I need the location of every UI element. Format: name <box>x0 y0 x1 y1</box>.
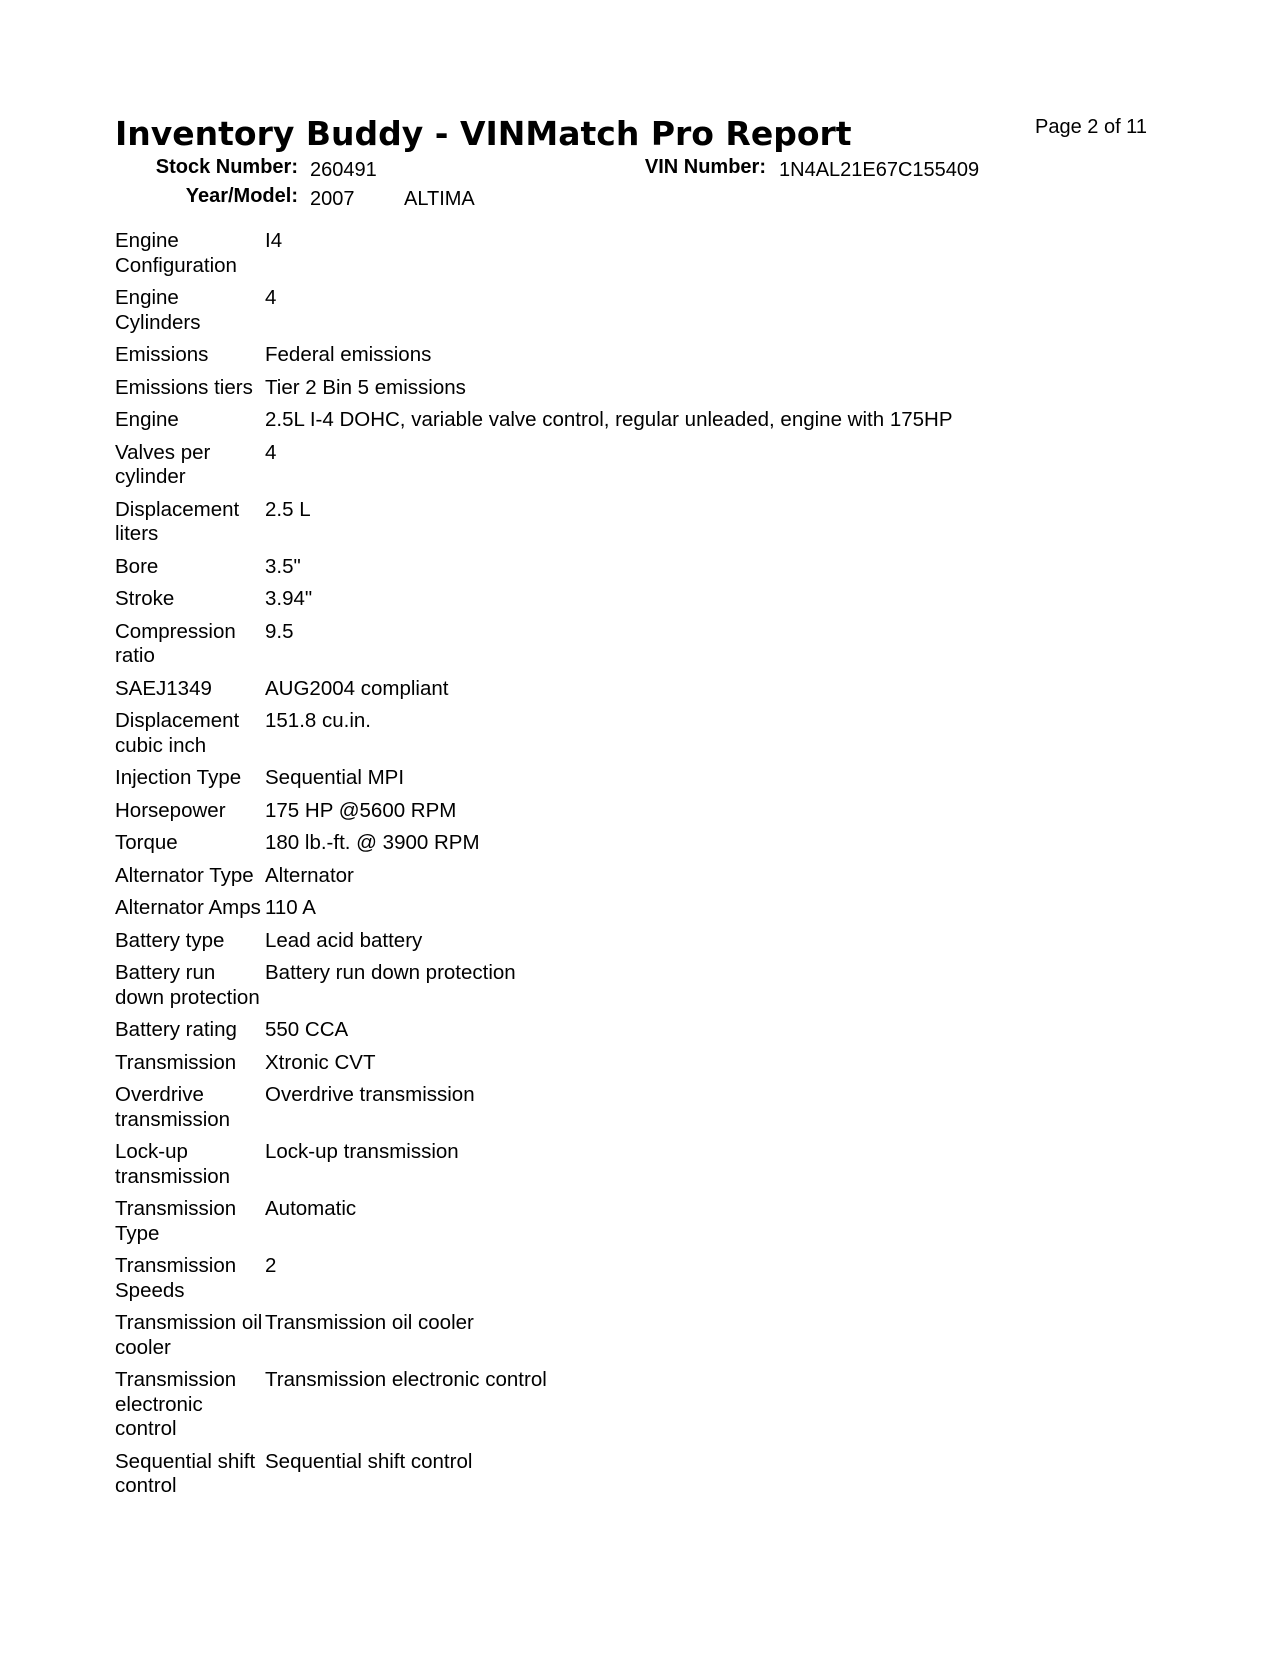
spec-label: Transmission <box>115 1050 237 1074</box>
model-value: ALTIMA <box>404 188 475 210</box>
vin-number-label: VIN Number: <box>644 156 766 178</box>
spec-row <box>115 766 1175 791</box>
spec-value: 110 A <box>265 896 316 919</box>
spec-label: Transmission Speeds <box>115 1254 237 1302</box>
spec-label: Transmission oil cooler <box>115 1311 263 1359</box>
spec-row <box>115 620 1175 669</box>
spec-value: I4 <box>265 229 283 252</box>
spec-value: 2.5 L <box>265 497 311 521</box>
spec-value: 180 lb.-ft. @ 3900 RPM <box>265 831 480 854</box>
spec-label: Battery rating <box>115 1018 237 1041</box>
year-model-label: Year/Model: <box>185 185 298 207</box>
stock-number-value: 260491 <box>310 159 377 181</box>
spec-value: Lead acid battery <box>265 928 423 952</box>
spec-row <box>115 1254 1175 1303</box>
spec-label: Emissions tiers <box>115 375 253 399</box>
spec-label: Sequential shift control <box>115 1449 256 1497</box>
spec-label: Engine Cylinders <box>115 286 201 334</box>
spec-value: Sequential MPI <box>265 766 405 789</box>
spec-value: Transmission electronic control <box>265 1368 547 1391</box>
vin-number-value: 1N4AL21E67C155409 <box>779 159 980 181</box>
spec-row <box>115 896 1175 921</box>
spec-value: Sequential shift control <box>265 1449 473 1473</box>
spec-label: Emissions <box>115 343 209 366</box>
spec-value: 2 <box>265 1254 277 1277</box>
spec-row <box>115 1450 1175 1499</box>
spec-value: 550 CCA <box>265 1018 349 1041</box>
spec-label: Bore <box>115 554 159 578</box>
spec-value: Alternator <box>265 863 354 887</box>
spec-label: Battery type <box>115 928 225 952</box>
spec-row <box>115 1368 1175 1442</box>
spec-row <box>115 961 1175 1010</box>
spec-row <box>115 408 1175 433</box>
year-value: 2007 <box>310 188 355 210</box>
spec-value: 175 HP @5600 RPM <box>265 798 457 822</box>
spec-row <box>115 376 1175 401</box>
spec-row <box>115 831 1175 856</box>
spec-label: Transmission electronic control <box>115 1368 237 1440</box>
spec-value: Overdrive transmission <box>265 1083 475 1106</box>
spec-label: Lock-up transmission <box>115 1140 231 1188</box>
spec-value: 151.8 cu.in. <box>265 709 371 732</box>
spec-row <box>115 677 1175 702</box>
spec-value: Xtronic CVT <box>265 1050 376 1074</box>
stock-number-label: Stock Number: <box>155 156 298 178</box>
spec-label: Transmission Type <box>115 1197 237 1245</box>
spec-row <box>115 1197 1175 1246</box>
spec-row <box>115 498 1175 547</box>
spec-value: 9.5 <box>265 619 294 643</box>
spec-row <box>115 929 1175 954</box>
spec-label: Engine Configuration <box>115 229 237 277</box>
spec-value: 3.5" <box>265 554 301 578</box>
spec-row <box>115 1140 1175 1189</box>
spec-value: 2.5L I-4 DOHC, variable valve control, regular unleaded, engine with 175HP <box>265 408 953 431</box>
spec-row <box>115 709 1175 758</box>
spec-label: Battery run down protection <box>115 961 260 1009</box>
spec-value: 4 <box>265 286 277 309</box>
spec-value: Transmission oil cooler <box>265 1311 474 1334</box>
spec-label: Alternator Amps <box>115 896 261 919</box>
spec-value: Automatic <box>265 1197 357 1220</box>
page-number: Page 2 of 11 <box>1035 116 1147 138</box>
spec-label: Displacement liters <box>115 497 240 545</box>
spec-row <box>115 864 1175 889</box>
spec-list <box>115 229 1175 1507</box>
spec-row <box>115 286 1175 335</box>
spec-row <box>115 1311 1175 1360</box>
spec-value: 3.94" <box>265 587 313 610</box>
spec-label: Displacement cubic inch <box>115 709 240 757</box>
spec-label: Valves per cylinder <box>115 440 211 488</box>
spec-row <box>115 1018 1175 1043</box>
spec-label: Torque <box>115 831 178 854</box>
spec-row <box>115 587 1175 612</box>
spec-row <box>115 555 1175 580</box>
spec-row <box>115 343 1175 368</box>
spec-row <box>115 1051 1175 1076</box>
spec-row <box>115 229 1175 278</box>
spec-row <box>115 799 1175 824</box>
spec-value: Lock-up transmission <box>265 1140 459 1163</box>
spec-value: AUG2004 compliant <box>265 676 449 700</box>
spec-value: Battery run down protection <box>265 961 516 984</box>
spec-label: SAEJ1349 <box>115 676 212 700</box>
spec-label: Alternator Type <box>115 863 254 887</box>
spec-row <box>115 1083 1175 1132</box>
report-title: Inventory Buddy - VINMatch Pro Report <box>115 114 852 153</box>
spec-label: Horsepower <box>115 798 226 822</box>
spec-value: Tier 2 Bin 5 emissions <box>265 375 466 399</box>
spec-row <box>115 441 1175 490</box>
spec-label: Compression ratio <box>115 619 236 667</box>
spec-label: Overdrive transmission <box>115 1083 231 1131</box>
spec-value: 4 <box>265 440 277 464</box>
spec-label: Injection Type <box>115 766 242 789</box>
spec-value: Federal emissions <box>265 343 432 366</box>
spec-label: Stroke <box>115 587 175 610</box>
spec-label: Engine <box>115 408 179 431</box>
